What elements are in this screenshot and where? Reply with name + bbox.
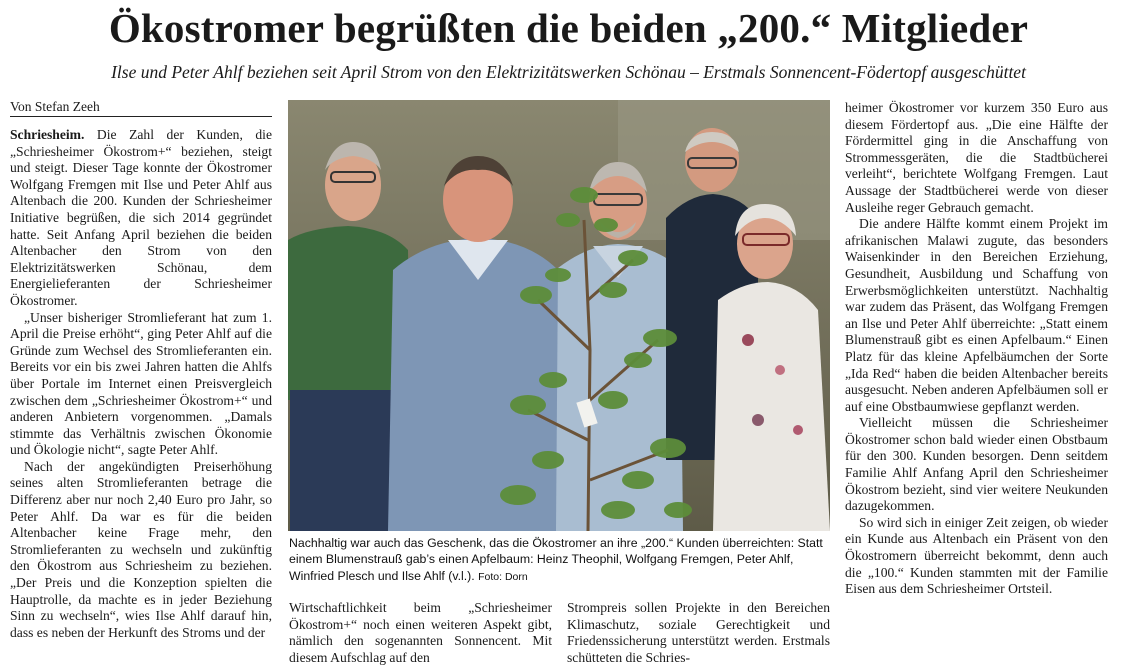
article-column-3 <box>567 600 830 669</box>
caption-text: Nachhaltig war auch das Geschenk, das die Ökostromer an ihre „200.“ Kunden überreichten: Statt einem Blumenstrauß gab’s einen Apfelbaum: Heinz Theophil, Wolfgang Fremgen, Peter Ahlf, Winfried Plesch und Ilse Ahlf (v.l.). <box>289 536 823 583</box>
paragraph-4: heimer Ökostromer vor kurzem 350 Euro aus diesem Fördertopf aus. „Die eine Hälfte der Fördermittel ging in die Anschaffung von Strommessgeräten, die die Stadtbücherei verleiht“, berichtete Wolfgang Fremgen. Laut Aussage der Stadtbücherei werde von dieser Ausleihe reger Gebrauch gemacht. <box>845 100 1108 215</box>
paragraph-1-text: Die Zahl der Kunden, die „Schriesheimer Ökostrom+“ beziehen, steigt und steigt. Dieser Tage konnte der Ökostromer Wolfgang Fremgen mit Ilse und Peter Ahlf aus Altenbach die 200. Kunden der Schriesheimer Initiative begrüßen, die sich 2014 gegründet hatte. Seit Anfang April beziehen die beiden Altenbacher den Strom von den Elektrizitätswerken Schönau, dem Energielieferanten der Schriesheimer Ökostromer. <box>10 127 272 308</box>
paragraph-6: Vielleicht müssen die Schriesheimer Ökostromer schon bald wieder einen Obstbaum für den 300. Kunden besorgen. Denn seitdem Familie Ahlf Anfang April den Schriesheimer Ökostrom bezieht, sind vier weitere Neukunden dazugekommen. <box>845 415 1108 514</box>
paragraph-continuation-a: Wirtschaftlichkeit beim „Schriesheimer Ökostrom+“ noch einen weiteren Aspekt gibt, nämlich den sogenannten Sonnencent. Mit diesem Aufschlag auf den <box>289 600 552 665</box>
photo-credit: Foto: Dorn <box>478 570 528 583</box>
paragraph-3: Nach der angekündigten Preiserhöhung seines alten Stromlieferanten betrage die Differenz aber nur noch 2,40 Euro pro Jahr, so Peter Ahlf. Da war es für die beiden Altenbacher keine Frage mehr, den Stromlieferanten zu wechseln und zukünftig den Ökostrom aus Schriesheim zu beziehen. „Der Preis und die Konzeption spielten die Hauptrolle, da machte es in jeder Beziehung Sinn zu wechseln“, wies Ilse Ahlf darauf hin, dass es neben der Herkunft des Stroms und der <box>10 458 272 640</box>
paragraph-7: So wird sich in einiger Zeit zeigen, ob wieder ein Kunde aus Altenbach ein Präsent von den Ökostromern überreicht bekommt, denn auch die „100.“ Kunden stammten mit der Familie Eisen aus dem Schriesheimer Ortsteil. <box>845 514 1108 597</box>
photo-caption <box>289 535 830 585</box>
headline: Ökostromer begrüßten die beiden „200.“ Mitglieder <box>108 5 1029 51</box>
paragraph-1 <box>10 127 272 310</box>
paragraph-5: Die andere Hälfte kommt einem Projekt im afrikanischen Malawi zugute, das besonders Waisenkinder in den Bereichen Erziehung, Gesundheit, Ausbildung und Schaffung von Erwerbsmöglichkeiten unterstützt. Nachhaltig war zudem das Präsent, das Wolfgang Fremgen an Ilse und Peter Ahlf überreichte: „Statt einem Blumenstrauß gibt es einen Apfelbaum.“ Einen Platz für das kleine Apfelbäumchen der Sorte „Ida Red“ haben die beiden Altenbacher bereits ausgesucht. Neben anderen Apfelbäumen soll er auf eine Obstbaumwiese gepflanzt werden. <box>845 216 1108 414</box>
byline: Von Stefan Zeeh <box>10 98 272 117</box>
dateline: Schriesheim. <box>10 127 85 142</box>
paragraph-2: „Unser bisheriger Stromlieferant hat zum 1. April die Preise erhöht“, ging Peter Ahlf auf die Gründe zum Wechsel des Stromlieferanten ein. Bereits vor ein bis zwei Jahren hatten die Ahlfs über Portale im Internet einen Preisvergleich zwischen dem „Schriesheimer Ökostrom+“ und anderen Anbietern vorgenommen. „Damals stimmte das Verhältnis zwischen Ökonomie und Ökologie nicht“, sagte Peter Ahlf. <box>10 309 272 458</box>
article-column-1 <box>10 127 272 669</box>
article-column-2 <box>289 600 552 669</box>
subheadline: Ilse und Peter Ahlf beziehen seit April Strom von den Elektrizitätswerken Schönau – Erstmals Sonnencent-Födertopf ausgeschüttet <box>111 62 1026 82</box>
article-photo <box>288 100 830 531</box>
article-column-4 <box>845 100 1108 669</box>
paragraph-continuation-b: Strompreis sollen Projekte in den Bereichen Klimaschutz, soziale Gerechtigkeit und Friedenssicherung unterstützt werden. Erstmals schütteten die Schries- <box>567 600 830 665</box>
